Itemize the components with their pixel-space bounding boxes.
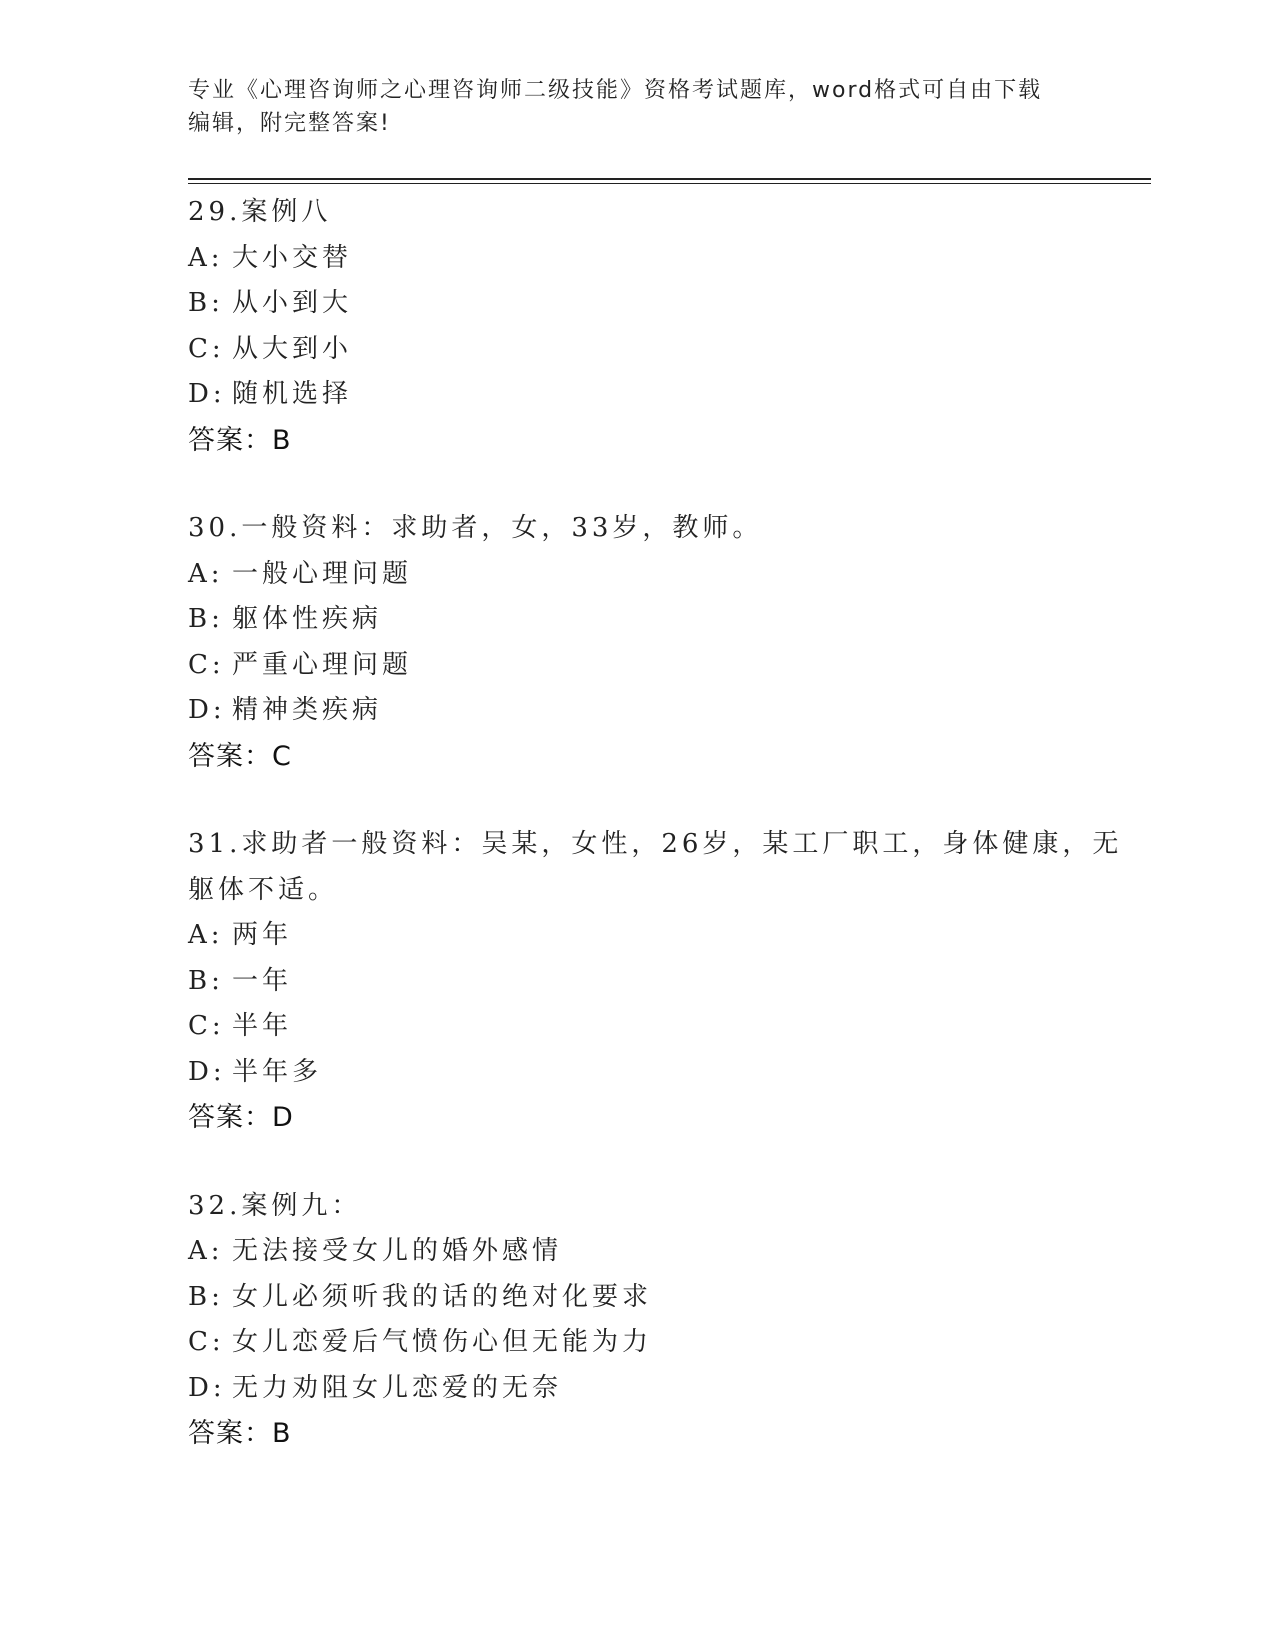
option-letter: C: (188, 1011, 225, 1041)
question-item (188, 190, 1088, 463)
option-text: 随机选择 (232, 379, 353, 409)
option-letter: D: (188, 1056, 226, 1087)
option-letter: D: (188, 379, 226, 409)
option-text: 从小到大 (232, 288, 353, 318)
option-letter: C: (188, 649, 225, 680)
option-text: 无力劝阻女儿恋爱的无奈 (232, 1372, 563, 1403)
question-stem: 31.求助者一般资料：吴某，女性，26岁，某工厂职工，身体健康，无 (188, 829, 1123, 859)
option-letter: D: (188, 695, 226, 725)
option-text: 大小交替 (232, 242, 353, 273)
option-text: 半年 (232, 1011, 293, 1041)
question-item (188, 822, 1123, 1141)
option-a (188, 552, 1088, 598)
option-d (188, 1050, 1088, 1096)
option-text: 无法接受女儿的婚外感情 (232, 1236, 563, 1266)
header-rule-thin (188, 183, 1151, 184)
option-letter: C: (188, 333, 225, 364)
option-b (188, 281, 1088, 327)
header-line-1: 专业《心理咨询师之心理咨询师二级技能》资格考试题库，word格式可自由下载 (188, 78, 1043, 103)
option-d (188, 372, 1088, 418)
option-text: 精神类疾病 (232, 695, 383, 725)
option-d (188, 1366, 1088, 1412)
option-text: 半年多 (232, 1056, 323, 1087)
option-c (188, 1320, 1088, 1366)
document-header (188, 74, 1088, 140)
option-letter: A: (188, 920, 224, 950)
answer-line: 答案：B (188, 424, 292, 456)
question-list (188, 190, 1123, 1500)
option-text: 从大到小 (232, 333, 353, 364)
option-letter: B: (188, 288, 224, 318)
question-stem: 29.案例八 (188, 197, 332, 227)
option-letter: D: (188, 1372, 226, 1403)
option-text: 女儿必须听我的话的绝对化要求 (232, 1281, 653, 1312)
option-b (188, 959, 1088, 1005)
option-letter: A: (188, 242, 224, 273)
answer-line: 答案：B (188, 1418, 292, 1449)
question-item (188, 1184, 1088, 1457)
option-b (188, 1275, 1088, 1321)
header-line-2: 编辑，附完整答案! (188, 111, 391, 136)
question-stem: 32.案例九： (188, 1190, 362, 1221)
answer-line: 答案：C (188, 740, 292, 772)
option-letter: A: (188, 1236, 224, 1266)
option-text: 女儿恋爱后气愤伤心但无能为力 (232, 1327, 653, 1357)
option-text: 两年 (232, 920, 293, 950)
option-letter: C: (188, 1327, 225, 1357)
option-text: 一年 (232, 965, 293, 996)
option-text: 躯体性疾病 (232, 604, 383, 634)
option-c (188, 327, 1088, 373)
option-letter: B: (188, 1281, 224, 1312)
question-stem: 30.一般资料：求助者，女，33岁，教师。 (188, 513, 763, 543)
option-c (188, 643, 1088, 689)
option-letter: A: (188, 558, 224, 589)
option-a (188, 236, 1088, 282)
option-b (188, 597, 1088, 643)
option-letter: B: (188, 604, 224, 634)
option-c (188, 1004, 1088, 1050)
option-text: 严重心理问题 (232, 649, 413, 680)
option-letter: B: (188, 965, 224, 996)
option-d (188, 688, 1088, 734)
answer-line: 答案：D (188, 1102, 294, 1133)
option-a (188, 1229, 1088, 1275)
header-rule-thick (188, 178, 1151, 180)
question-item (188, 506, 1088, 779)
option-a (188, 913, 1088, 959)
question-stem-continued: 躯体不适。 (188, 874, 339, 905)
option-text: 一般心理问题 (232, 558, 413, 589)
